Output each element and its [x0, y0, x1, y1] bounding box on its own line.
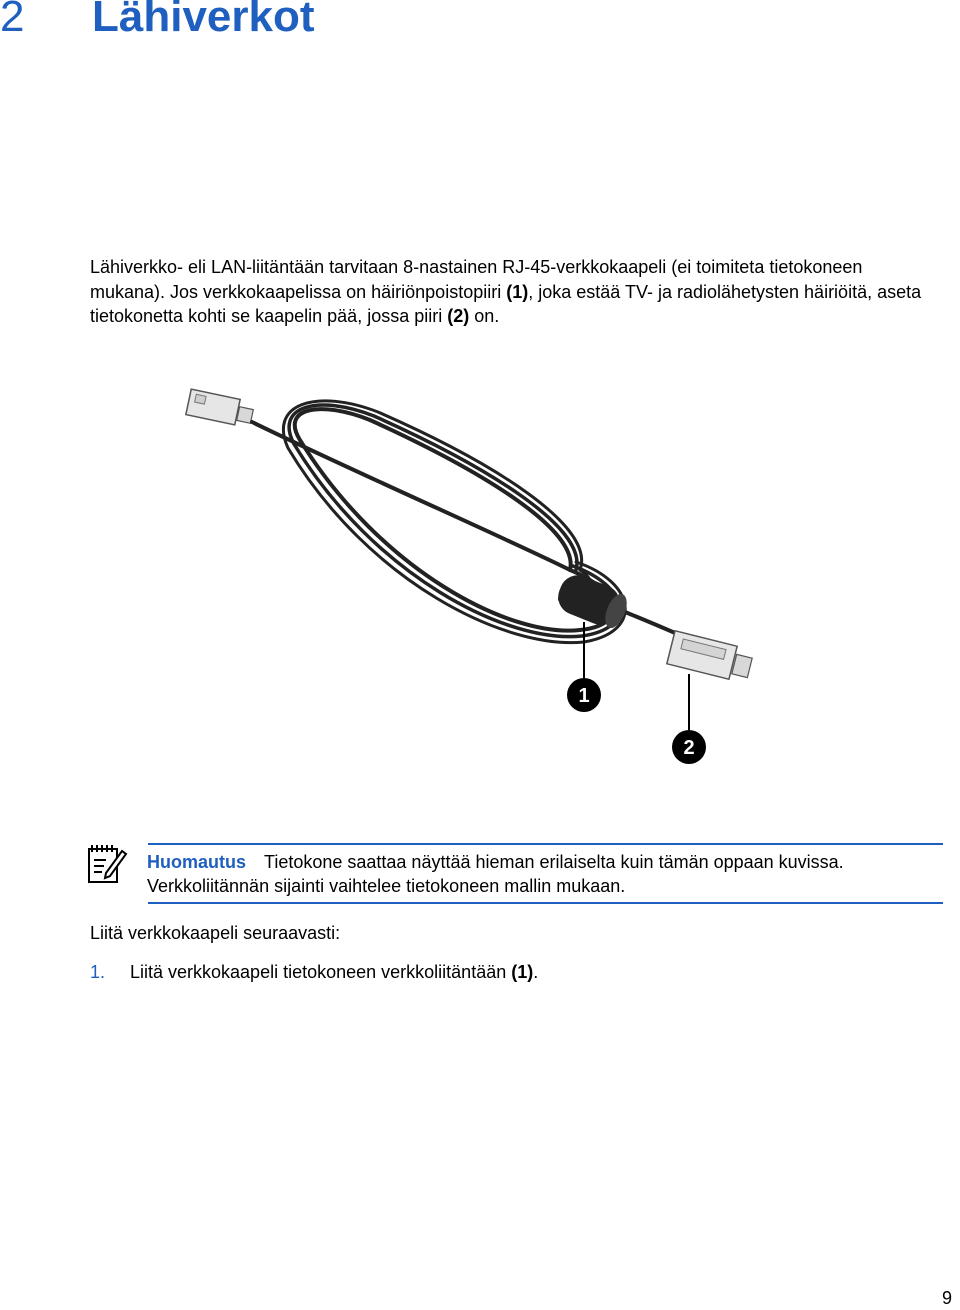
note-icon [86, 843, 128, 885]
note-label: Huomautus [147, 852, 246, 872]
intro-text-3: on. [469, 306, 500, 326]
step-1 [90, 960, 538, 984]
note [147, 850, 937, 898]
callout-2 [672, 730, 706, 764]
intro-text-1: Lähiverkko- eli LAN-liitäntään tarvitaan 8-nastainen RJ-45-verkkokaapeli (ei toimiteta tietokoneen mukana). Jos verkkokaapelissa on häiriönpoistopiiri [90, 257, 863, 302]
chapter-number: 2 [0, 0, 25, 41]
note-top-rule [148, 843, 943, 845]
instructions-lead: Liitä verkkokaapeli seuraavasti: [90, 923, 341, 943]
callout-2-label: 2 [683, 737, 695, 759]
note-bottom-rule [148, 902, 943, 904]
intro-text-2: , joka estää TV- ja radiolähetysten häiriöitä, aseta tietokonetta kohti se kaapelin pää, jossa piiri [90, 281, 922, 326]
step-1-number: 1. [90, 962, 106, 982]
step-1-ref: (1) [511, 962, 534, 982]
callout-1 [567, 678, 601, 712]
intro-paragraph [90, 255, 930, 329]
callout-1-label: 1 [578, 685, 590, 707]
network-cable-figure [150, 380, 780, 780]
page-number: 9 [941, 1288, 952, 1308]
right-rj45-plug [667, 631, 752, 679]
left-rj45-plug [186, 389, 253, 425]
step-1-end: . [533, 962, 539, 982]
step-1-text: Liitä verkkokaapeli tietokoneen verkkoliitäntään [130, 962, 512, 982]
note-body: Tietokone saattaa näyttää hieman erilaiselta kuin tämän oppaan kuvissa. Verkkoliitännän sijainti vaihtelee tietokoneen mallin mukaan. [147, 852, 844, 896]
intro-ref-2: (2) [447, 306, 470, 326]
chapter-title: Lähiverkot [92, 0, 315, 41]
intro-ref-1: (1) [506, 281, 529, 302]
cable [252, 401, 710, 648]
